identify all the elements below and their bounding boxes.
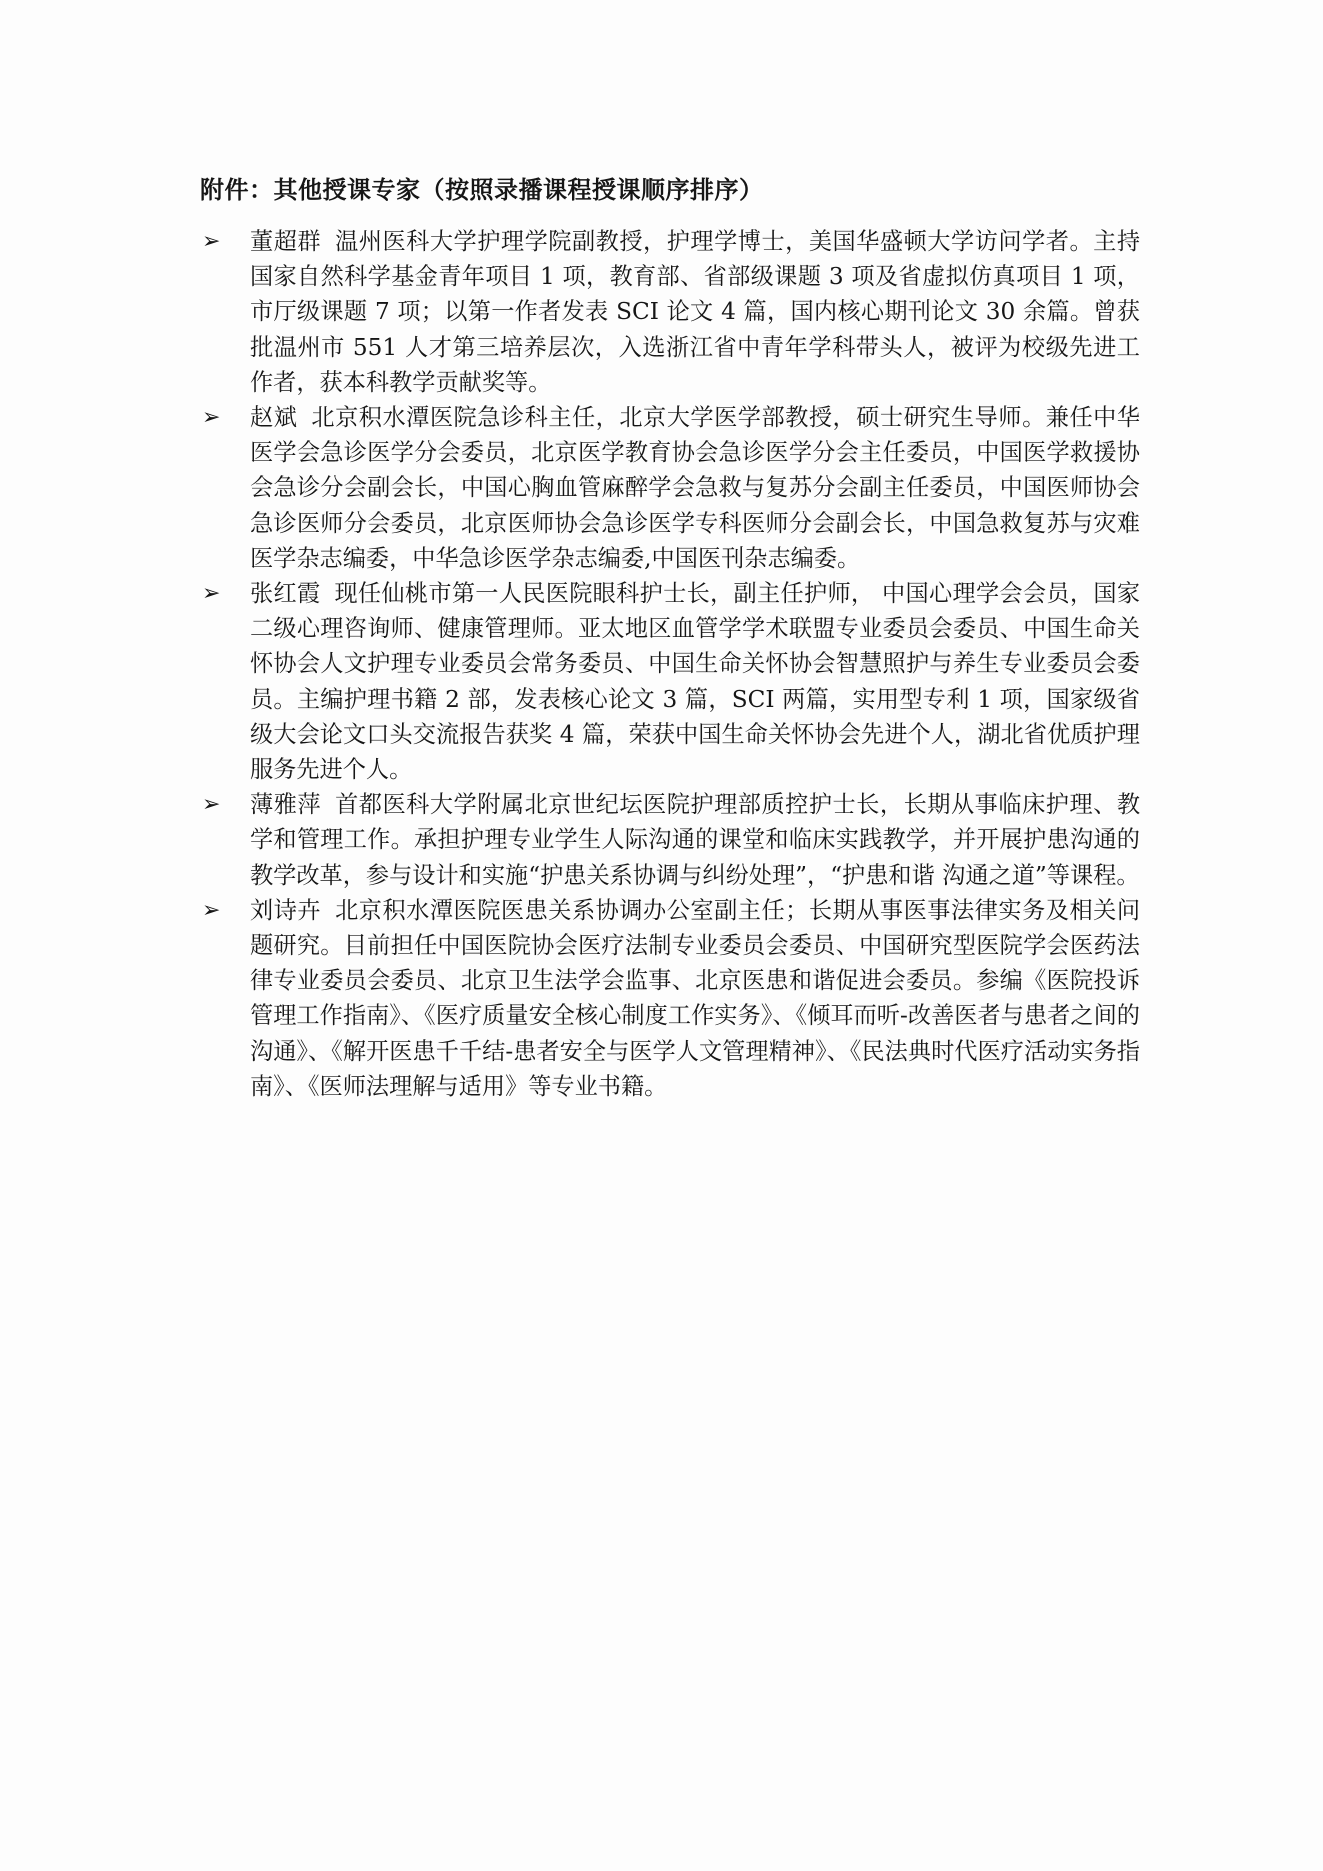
expert-name: 刘诗卉 [250, 896, 322, 924]
expert-bio: 现任仙桃市第一人民医院眼科护士长，副主任护师， 中国心理学会会员，国家二级心理咨询师、健康管理师。亚太地区血管学学术联盟专业委员会委员、中国生命关怀协会人文护理专业委员会常务委员、中国生命关怀协会智慧照护与养生专业委员会委员。主编护理书籍 2 部，发表核心论文 3 篇，SCI 两篇，实用型专利 1 项，国家级省级大会论文口头交流报告获奖 4 篇，荣获中国生命关怀协会先进个人，湖北省优质护理服务先进个人。 [250, 580, 1141, 784]
arrow-bullet-icon: ➢ [202, 405, 221, 431]
expert-bio: 北京积水潭医院医患关系协调办公室副主任；长期从事医事法律实务及相关问题研究。目前担任中国医院协会医疗法制专业委员会委员、中国研究型医院学会医药法律专业委员会委员、北京卫生法学会监事、北京医患和谐促进会委员。参编《医院投诉管理工作指南》、《医疗质量安全核心制度工作实务》、《倾耳而听-改善医者与患者之间的沟通》、《解开医患千千结-患者安全与医学人文管理精神》、《民法典时代医疗活动实务指南》、《医师法理解与适用》等专业书籍。 [250, 896, 1141, 1100]
expert-name: 董超群 [250, 228, 322, 255]
expert-list [200, 224, 1140, 1104]
arrow-bullet-icon: ➢ [202, 897, 221, 923]
document-title: 附件：其他授课专家（按照录播课程授课顺序排序） [200, 176, 764, 204]
expert-bio: 首都医科大学附属北京世纪坛医院护理部质控护士长，长期从事临床护理、教学和管理工作。承担护理专业学生人际沟通的课堂和临床实践教学，并开展护患沟通的教学改革，参与设计和实施“护患关系协调与纠纷处理”，“护患和谐 沟通之道”等课程。 [250, 791, 1141, 889]
arrow-bullet-icon: ➢ [202, 229, 221, 254]
expert-item [200, 787, 1140, 893]
document-content [200, 172, 1140, 1104]
expert-item [200, 224, 1140, 400]
expert-item [200, 893, 1140, 1104]
expert-bio: 温州医科大学护理学院副教授，护理学博士，美国华盛顿大学访问学者。主持国家自然科学基金青年项目 1 项，教育部、省部级课题 3 项及省虚拟仿真项目 1 项，市厅级课题 7 项；以第一作者发表 SCI 论文 4 篇，国内核心期刊论文 30 余篇。曾获批温州市 551 人才第三培养层次，入选浙江省中青年学科带头人，被评为校级先进工作者，获本科教学贡献奖等。 [250, 228, 1141, 396]
expert-item [200, 576, 1140, 787]
arrow-bullet-icon: ➢ [202, 581, 221, 607]
expert-name: 张红霞 [250, 580, 321, 608]
expert-name: 赵斌 [250, 404, 298, 432]
expert-item [200, 400, 1140, 576]
expert-bio: 北京积水潭医院急诊科主任，北京大学医学部教授，硕士研究生导师。兼任中华医学会急诊医学分会委员，北京医学教育协会急诊医学分会主任委员，中国医学救援协会急诊分会副会长，中国心胸血管麻醉学会急救与复苏分会副主任委员，中国医师协会急诊医师分会委员，北京医师协会急诊医学专科医师分会副会长，中国急救复苏与灾难医学杂志编委，中华急诊医学杂志编委,中国医刊杂志编委。 [250, 404, 1141, 572]
arrow-bullet-icon: ➢ [202, 792, 221, 818]
expert-name: 薄雅萍 [250, 791, 322, 819]
